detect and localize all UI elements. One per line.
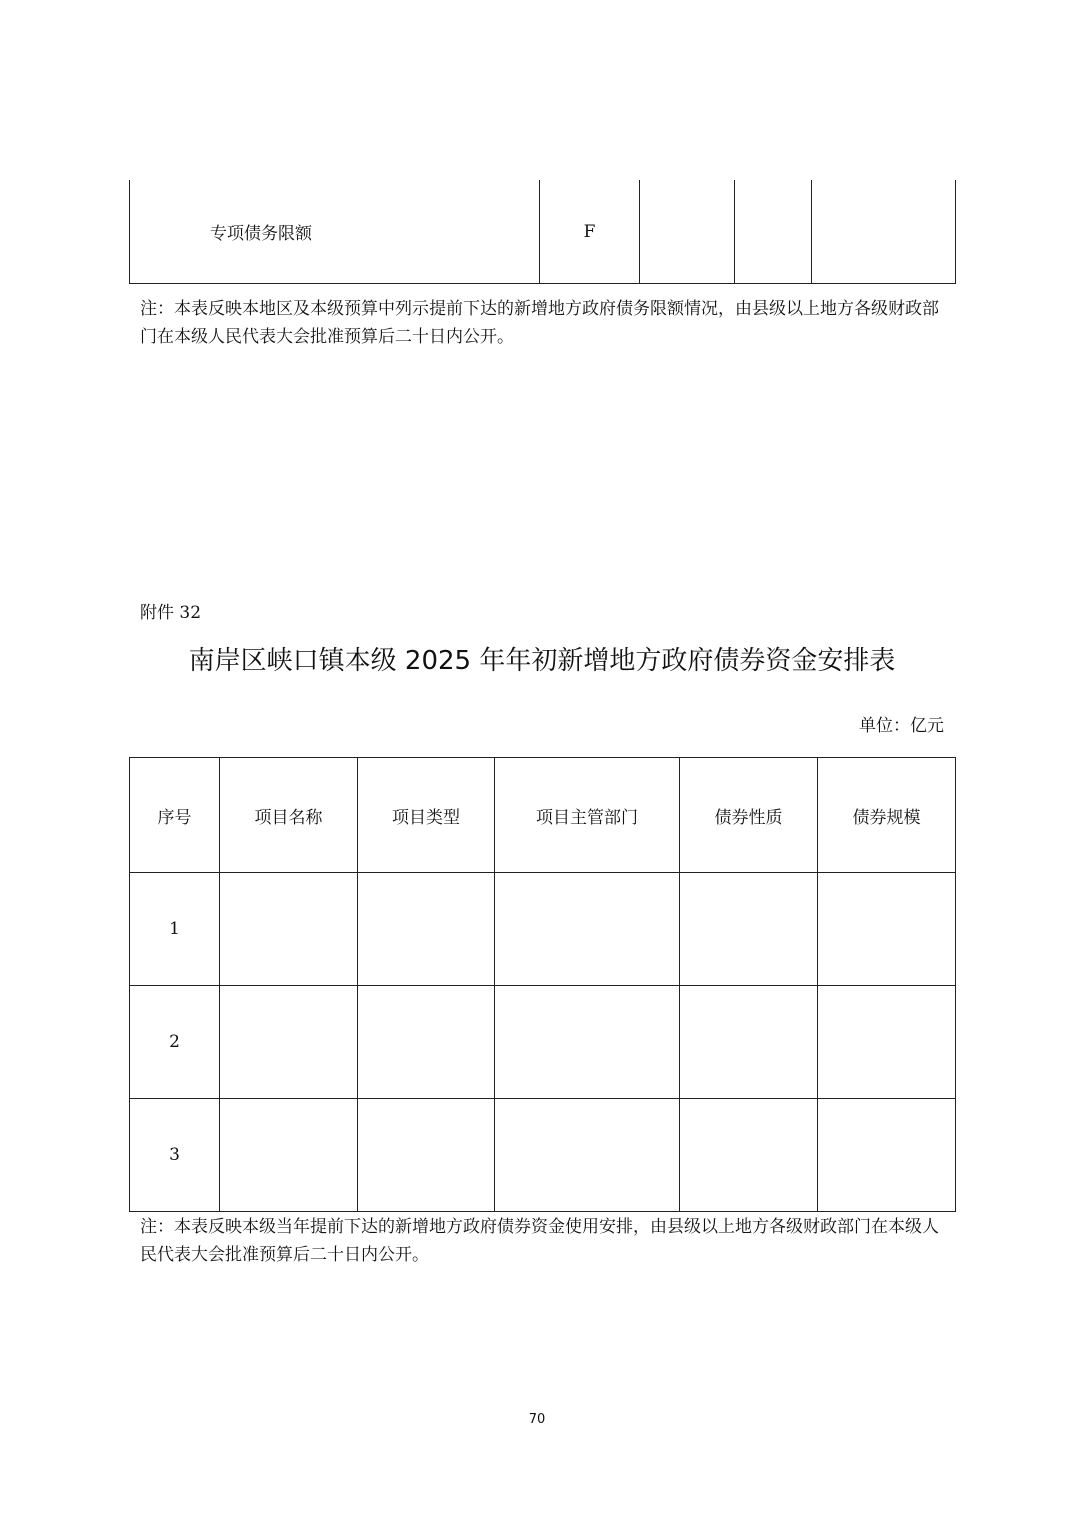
page-number: 70 xyxy=(528,1412,546,1427)
row-code: F xyxy=(540,180,640,284)
table-cell xyxy=(220,873,358,986)
table-cell xyxy=(358,873,495,986)
header-project-type: 项目类型 xyxy=(358,758,495,873)
table-cell xyxy=(680,986,818,1099)
debt-limit-table-continued xyxy=(129,180,956,284)
table-cell xyxy=(818,873,956,986)
attachment-label: 附件 32 xyxy=(140,603,202,623)
header-bond-nature: 债券性质 xyxy=(680,758,818,873)
bond-allocation-table xyxy=(129,757,956,1212)
row-index: 1 xyxy=(130,873,220,986)
table-cell xyxy=(818,1099,956,1212)
table-cell xyxy=(812,180,956,284)
unit-label: 单位：亿元 xyxy=(859,716,944,736)
table-cell xyxy=(680,873,818,986)
header-index: 序号 xyxy=(130,758,220,873)
table-cell xyxy=(358,1099,495,1212)
row-label: 专项债务限额 xyxy=(130,180,540,284)
table-note: 注：本表反映本级当年提前下达的新增地方政府债券资金使用安排，由县级以上地方各级财政部门在本级人民代表大会批准预算后二十日内公开。 xyxy=(140,1217,939,1265)
page-title: 南岸区峡口镇本级 2025 年年初新增地方政府债券资金安排表 xyxy=(188,646,896,676)
header-project-name: 项目名称 xyxy=(220,758,358,873)
row-index: 2 xyxy=(130,986,220,1099)
table-cell xyxy=(680,1099,818,1212)
table-row xyxy=(130,1099,956,1212)
table-cell xyxy=(735,180,812,284)
table-cell xyxy=(640,180,735,284)
table-cell xyxy=(220,986,358,1099)
table-header-row xyxy=(130,758,956,873)
table-cell xyxy=(358,986,495,1099)
table-cell xyxy=(495,1099,680,1212)
prev-table-note: 注：本表反映本地区及本级预算中列示提前下达的新增地方政府债务限额情况，由县级以上地方各级财政部门在本级人民代表大会批准预算后二十日内公开。 xyxy=(140,299,939,347)
row-index: 3 xyxy=(130,1099,220,1212)
table-cell xyxy=(495,986,680,1099)
table-cell xyxy=(220,1099,358,1212)
table-row xyxy=(130,986,956,1099)
header-department: 项目主管部门 xyxy=(495,758,680,873)
table-row xyxy=(130,180,956,284)
table-cell xyxy=(495,873,680,986)
header-bond-scale: 债券规模 xyxy=(818,758,956,873)
table-cell xyxy=(818,986,956,1099)
table-row xyxy=(130,873,956,986)
